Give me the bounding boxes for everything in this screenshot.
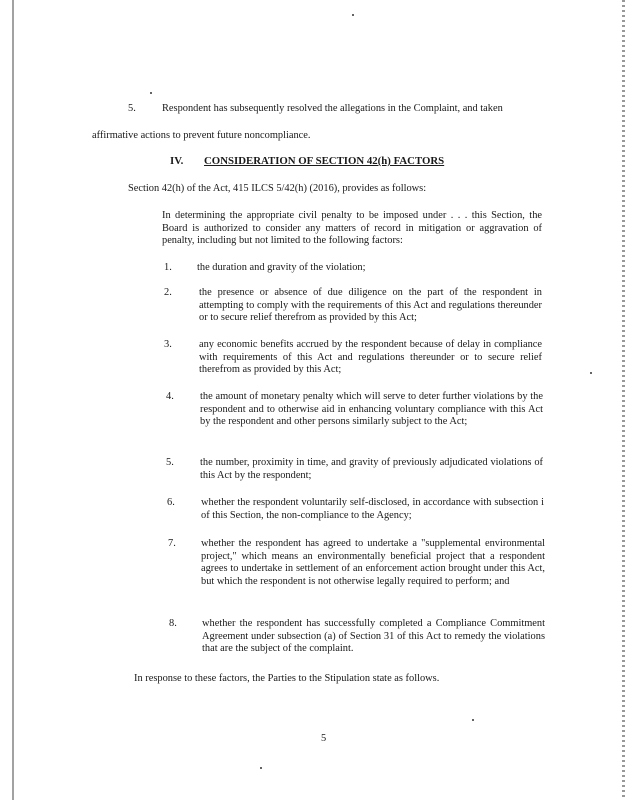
scan-speck [472, 719, 474, 721]
factor-number: 6. [167, 497, 175, 508]
paragraph-line-2: affirmative actions to prevent future noncompliance. [92, 130, 311, 141]
paragraph-number: 5. [128, 103, 136, 114]
closing-text: In response to these factors, the Parties to the Stipulation state as follows. [134, 673, 440, 684]
factor-number: 2. [164, 287, 172, 298]
factor-number: 4. [166, 391, 174, 402]
paragraph-line-1: Respondent has subsequently resolved the allegations in the Complaint, and taken [162, 103, 503, 114]
section-numeral: IV. [170, 155, 184, 167]
factor-text: the amount of monetary penalty which will serve to deter further violations by the respondent and to otherwise aid in enhancing voluntary compliance with this Act by the respondent and other persons similarly subject to the Act; [200, 391, 543, 427]
factor-number: 7. [168, 538, 176, 549]
page-number: 5 [321, 733, 327, 744]
section-title-text: CONSIDERATION OF SECTION 42(h) FACTORS [204, 155, 445, 167]
factor-number: 5. [166, 457, 174, 468]
factor-text: whether the respondent has successfully completed a Compliance Commitment Agreement under subsection (a) of Section 31 of this Act to remedy the violations that are the subject of the complaint. [202, 618, 545, 654]
factor-text: the duration and gravity of the violation; [197, 262, 366, 273]
factor-number: 3. [164, 339, 172, 350]
factor-number: 8. [169, 618, 177, 629]
scan-speck [352, 14, 354, 16]
factor-text: the number, proximity in time, and gravity of previously adjudicated violations of this Act by the respondent; [200, 457, 543, 481]
factor-text: the presence or absence of due diligence on the part of the respondent in attempting to comply with the requirements of this Act and regulations thereunder or to secure relief therefrom as provided by this Act; [199, 287, 542, 323]
scan-edge-right [622, 0, 625, 800]
intro-text: Section 42(h) of the Act, 415 ILCS 5/42(h) (2016), provides as follows: [128, 183, 427, 194]
factor-text: whether the respondent voluntarily self-disclosed, in accordance with subsection i of this Section, the non-compliance to the Agency; [201, 497, 544, 521]
scan-speck [590, 372, 592, 374]
scan-speck [150, 92, 152, 94]
factor-text: whether the respondent has agreed to undertake a "supplemental environmental project," which means an environmentally beneficial project that a respondent agrees to undertake in settlement of an enforcement action brought under this Act, but which the respondent is not otherwise legally required to perform; and [201, 538, 545, 587]
factor-text: any economic benefits accrued by the respondent because of delay in compliance with requirements of this Act and regulations thereunder or to secure relief therefrom as provided by this Act; [199, 339, 542, 375]
scan-speck [260, 767, 262, 769]
factor-number: 1. [164, 262, 172, 273]
quote-block: In determining the appropriate civil penalty to be imposed under . . . this Section, the Board is authorized to consider any matters of record in mitigation or aggravation of penalty, including but not limited to the following factors: [162, 210, 542, 246]
scan-edge-left [12, 0, 14, 800]
section-title [204, 155, 444, 167]
